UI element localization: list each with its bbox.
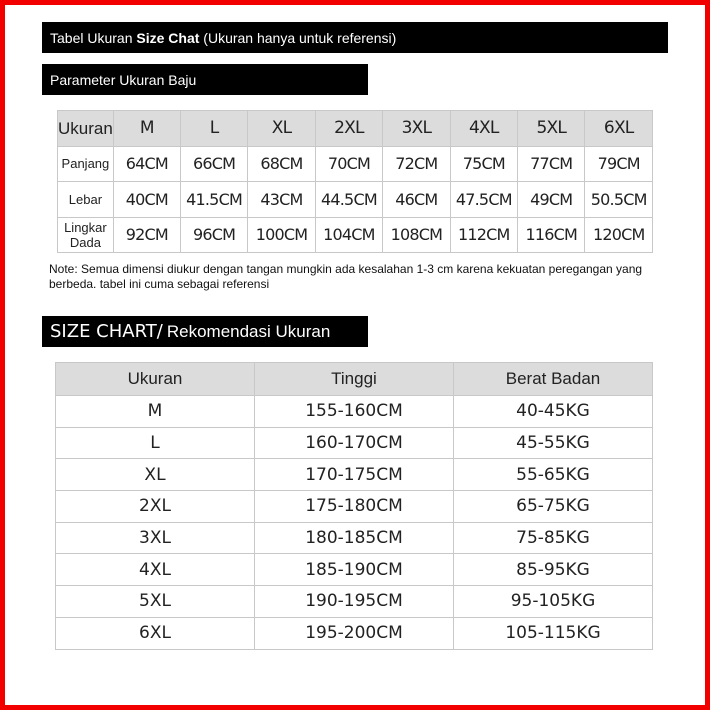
measurement-cell: 79CM xyxy=(585,146,653,182)
measurement-cell: 108CM xyxy=(383,217,450,253)
table-row xyxy=(58,182,653,218)
measurement-cell: 116CM xyxy=(518,217,585,253)
recommendation-label: Rekomendasi Ukuran xyxy=(166,321,331,341)
table-cell: XL xyxy=(56,459,255,491)
size-header-cell: L xyxy=(180,111,248,147)
measurement-cell: 104CM xyxy=(315,217,383,253)
measurement-cell: 120CM xyxy=(585,217,653,253)
table-cell: 4XL xyxy=(56,554,255,586)
size-header-cell: 5XL xyxy=(518,111,585,147)
measurement-cell: 64CM xyxy=(113,146,180,182)
size-header-cell: 4XL xyxy=(450,111,518,147)
size-recommendation-table xyxy=(55,362,653,650)
table-cell: 65-75KG xyxy=(453,491,652,523)
measurement-cell: 47.5CM xyxy=(450,182,518,218)
table-row xyxy=(56,396,653,428)
size-header-cell: 6XL xyxy=(585,111,653,147)
measurement-cell: 46CM xyxy=(383,182,450,218)
measurement-cell: 75CM xyxy=(450,146,518,182)
size-header-cell: 3XL xyxy=(383,111,450,147)
table-row xyxy=(56,617,653,649)
measurement-cell: 77CM xyxy=(518,146,585,182)
table-row xyxy=(56,586,653,618)
measurement-note: Note: Semua dimensi diukur dengan tangan mungkin ada kesalahan 1-3 cm karena kekuatan peregangan yang berbeda. tabel ini cuma sebagai referensi xyxy=(49,262,643,291)
table-cell: 5XL xyxy=(56,586,255,618)
table-cell: 155-160CM xyxy=(254,396,453,428)
measurement-cell: 40CM xyxy=(113,182,180,218)
table-cell: 85-95KG xyxy=(453,554,652,586)
header-cell: Berat Badan xyxy=(453,363,652,396)
measurement-cell: 68CM xyxy=(248,146,315,182)
garment-measurement-table xyxy=(57,110,653,253)
measurement-cell: 70CM xyxy=(315,146,383,182)
table-cell: 6XL xyxy=(56,617,255,649)
measurement-cell: 96CM xyxy=(180,217,248,253)
table-row xyxy=(58,146,653,182)
size-header-cell: XL xyxy=(248,111,315,147)
table-row xyxy=(56,554,653,586)
size-header-cell: 2XL xyxy=(315,111,383,147)
table-cell: 170-175CM xyxy=(254,459,453,491)
table-row xyxy=(56,491,653,523)
table-cell: 180-185CM xyxy=(254,522,453,554)
table-cell: 95-105KG xyxy=(453,586,652,618)
table-cell: 195-200CM xyxy=(254,617,453,649)
table-cell: 105-115KG xyxy=(453,617,652,649)
title-suffix: (Ukuran hanya untuk referensi) xyxy=(199,29,397,46)
size-chart-title-banner xyxy=(42,22,668,53)
row-label: Lingkar Dada xyxy=(58,217,114,253)
table-cell: 55-65KG xyxy=(453,459,652,491)
header-cell: Tinggi xyxy=(254,363,453,396)
recommendation-banner xyxy=(42,316,368,347)
measurement-cell: 92CM xyxy=(113,217,180,253)
table-cell: 185-190CM xyxy=(254,554,453,586)
table-row xyxy=(56,427,653,459)
table-row xyxy=(56,522,653,554)
parameter-banner: Parameter Ukuran Baju xyxy=(42,64,368,95)
table-cell: L xyxy=(56,427,255,459)
measurement-cell: 41.5CM xyxy=(180,182,248,218)
measurement-cell: 44.5CM xyxy=(315,182,383,218)
measurement-cell: 50.5CM xyxy=(585,182,653,218)
measurement-cell: 43CM xyxy=(248,182,315,218)
table-row xyxy=(56,459,653,491)
title-prefix: Tabel Ukuran xyxy=(50,29,137,46)
title-bold: Size Chat xyxy=(136,29,200,46)
measurement-cell: 100CM xyxy=(248,217,315,253)
table-cell: 2XL xyxy=(56,491,255,523)
table-cell: 40-45KG xyxy=(453,396,652,428)
table-cell: 190-195CM xyxy=(254,586,453,618)
header-row xyxy=(58,111,653,147)
table-cell: M xyxy=(56,396,255,428)
table-row xyxy=(58,217,653,253)
table-cell: 75-85KG xyxy=(453,522,652,554)
measurement-cell: 49CM xyxy=(518,182,585,218)
header-cell: Ukuran xyxy=(58,111,114,147)
table-cell: 3XL xyxy=(56,522,255,554)
size-header-cell: M xyxy=(113,111,180,147)
measurement-cell: 112CM xyxy=(450,217,518,253)
measurement-cell: 72CM xyxy=(383,146,450,182)
table-cell: 45-55KG xyxy=(453,427,652,459)
size-chart-label: SIZE CHART/ xyxy=(50,321,163,342)
header-cell: Ukuran xyxy=(56,363,255,396)
table-cell: 160-170CM xyxy=(254,427,453,459)
measurement-cell: 66CM xyxy=(180,146,248,182)
row-label: Panjang xyxy=(58,146,114,182)
header-row xyxy=(56,363,653,396)
row-label: Lebar xyxy=(58,182,114,218)
table-cell: 175-180CM xyxy=(254,491,453,523)
